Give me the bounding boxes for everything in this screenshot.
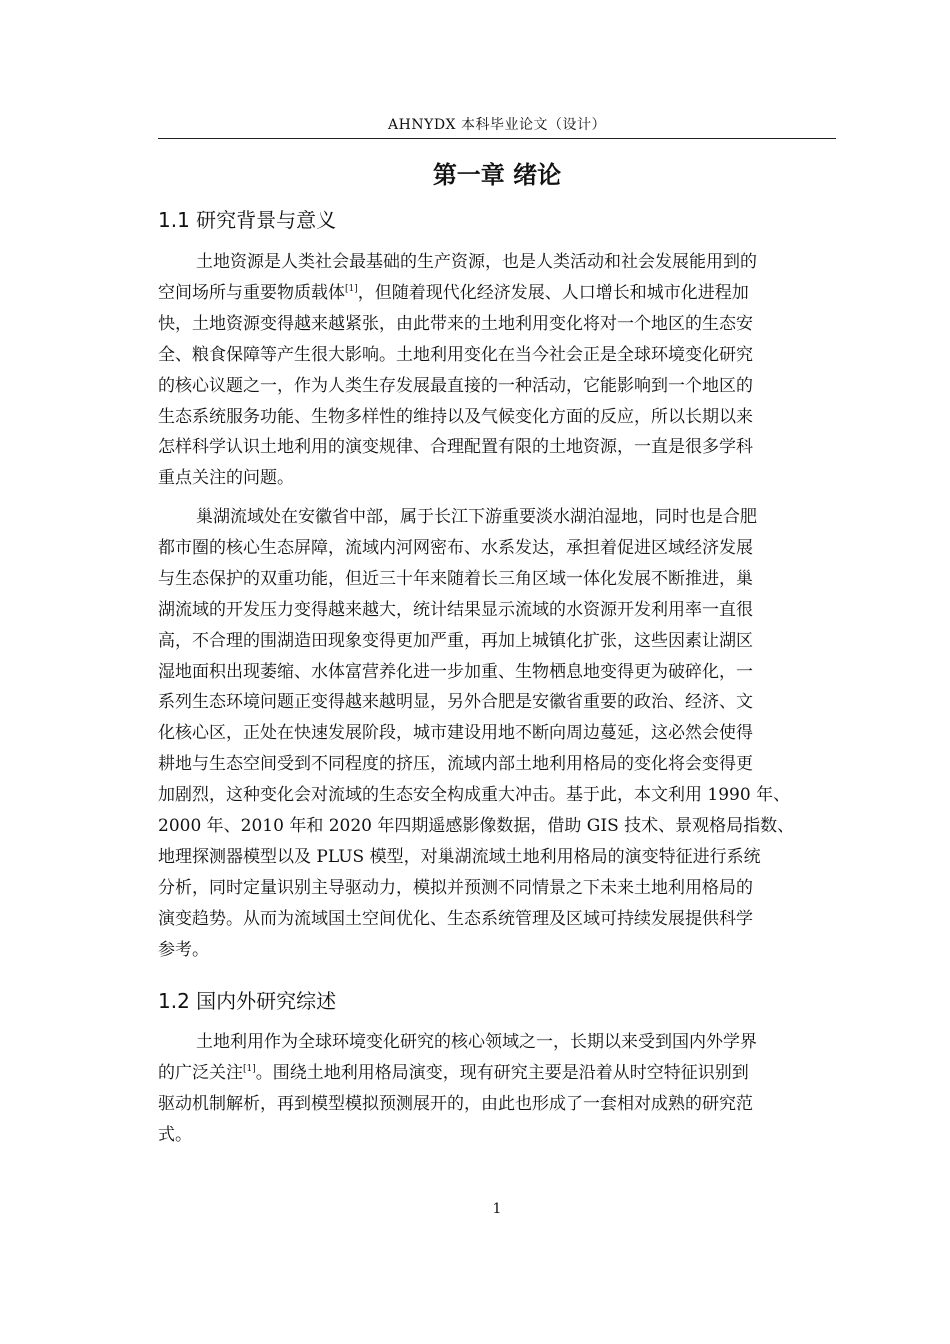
page-number: 1: [492, 1201, 502, 1217]
running-header: AHNYDX 本科毕业论文（设计）: [388, 117, 606, 133]
section-title-1-1: 1.1 研究背景与意义: [158, 208, 337, 232]
text-line: 怎样科学认识土地利用的演变规律、合理配置有限的土地资源，一直是很多学科: [158, 437, 753, 458]
text-line: 湖流域的开发压力变得越来越大，统计结果显示流域的水资源开发利用率一直很: [158, 599, 753, 620]
text-line: 2000 年、2010 年和 2020 年四期遥感影像数据，借助 GIS 技术、景观格局指数、: [158, 816, 795, 837]
citation: [1]: [243, 1063, 256, 1074]
text-line: 的核心议题之一，作为人类生存发展最直接的一种活动，它能影响到一个地区的: [158, 375, 753, 396]
paragraph-background: [158, 247, 836, 494]
text-line: 参考。: [158, 939, 209, 960]
text-line: 耕地与生态空间受到不同程度的挤压，流域内部土地利用格局的变化将会变得更: [158, 754, 753, 775]
text-line: 全、粮食保障等产生很大影响。土地利用变化在当今社会正是全球环境变化研究: [158, 344, 753, 365]
text-line: 地理探测器模型以及 PLUS 模型，对巢湖流域土地利用格局的演变特征进行系统: [158, 846, 761, 867]
text-fragment: 的广泛关注: [158, 1062, 243, 1083]
text-line: 分析，同时定量识别主导驱动力，模拟并预测不同情景之下未来土地利用格局的: [158, 877, 753, 898]
header-rule: [158, 138, 836, 139]
text-fragment: 空间场所与重要物质载体: [158, 282, 345, 303]
text-line: 驱动机制解析，再到模型模拟预测展开的，由此也形成了一套相对成熟的研究范: [158, 1093, 753, 1114]
text-line: [158, 1058, 836, 1089]
paragraph-review: [158, 1027, 836, 1151]
text-line: 式。: [158, 1124, 192, 1145]
text-line: 与生态保护的双重功能，但近三十年来随着长三角区域一体化发展不断推进，巢: [158, 568, 753, 589]
text-line: 巢湖流域处在安徽省中部，属于长江下游重要淡水湖泊湿地，同时也是合肥: [196, 507, 757, 527]
text-fragment: 。围绕土地利用格局演变，现有研究主要是沿着从时空特征识别到: [255, 1062, 749, 1083]
text-line: 高，不合理的围湖造田现象变得更加严重，再加上城镇化扩张，这些因素让湖区: [158, 630, 753, 651]
text-line: 土地利用作为全球环境变化研究的核心领域之一，长期以来受到国内外学界: [196, 1032, 757, 1052]
text-line: 化核心区，正处在快速发展阶段，城市建设用地不断向周边蔓延，这必然会使得: [158, 723, 753, 744]
text-line: 演变趋势。从而为流域国土空间优化、生态系统管理及区域可持续发展提供科学: [158, 908, 753, 929]
text-line: 加剧烈，这种变化会对流域的生态安全构成重大冲击。基于此，本文利用 1990 年、: [158, 785, 791, 806]
chapter-title: 第一章 绪论: [432, 161, 562, 189]
text-line: 快，土地资源变得越来越紧张，由此带来的土地利用变化将对一个地区的生态安: [158, 313, 753, 334]
citation: [1]: [345, 283, 358, 294]
text-line: 重点关注的问题。: [158, 468, 294, 489]
text-line: 湿地面积出现萎缩、水体富营养化进一步加重、生物栖息地变得更为破碎化，一: [158, 661, 753, 682]
text-line: 都市圈的核心生态屏障，流域内河网密布、水系发达，承担着促进区域经济发展: [158, 537, 753, 558]
text-line: 土地资源是人类社会最基础的生产资源，也是人类活动和社会发展能用到的: [196, 252, 757, 272]
text-line: 系列生态环境问题正变得越来越明显，另外合肥是安徽省重要的政治、经济、文: [158, 692, 753, 713]
text-line: 生态系统服务功能、生物多样性的维持以及气候变化方面的反应，所以长期以来: [158, 406, 753, 427]
section-title-1-2: 1.2 国内外研究综述: [158, 989, 337, 1013]
text-line: [158, 278, 836, 309]
paragraph-chaohu: [158, 502, 836, 966]
text-fragment: ，但随着现代化经济发展、人口增长和城市化进程加: [357, 282, 749, 303]
